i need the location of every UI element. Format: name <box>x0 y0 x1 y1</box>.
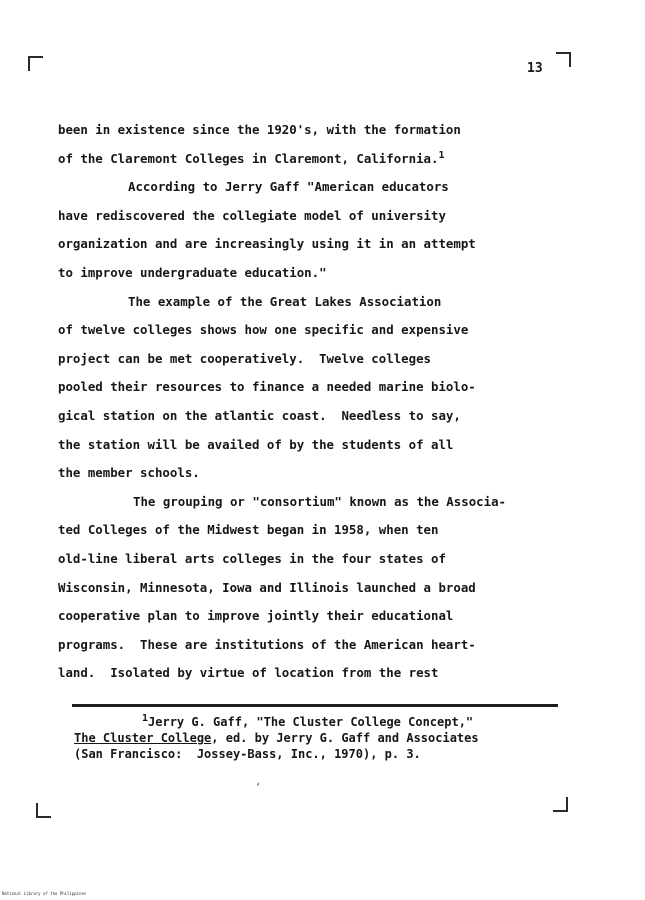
footnote-marker: 1 <box>142 713 149 724</box>
crop-mark-top-left <box>28 56 43 71</box>
stray-scan-mark: ʻ <box>255 782 262 793</box>
body-line-8: of twelve colleges shows how one specific and expensive <box>58 322 469 338</box>
body-line-18: cooperative plan to improve jointly their educational <box>58 608 454 624</box>
body-line-4: have rediscovered the collegiate model of university <box>58 207 446 223</box>
body-line-17: Wisconsin, Minnesota, Iowa and Illinois launched a broad <box>58 579 476 595</box>
body-line-16: old-line liberal arts colleges in the four states of <box>58 550 446 566</box>
page-number: 13 <box>527 61 543 76</box>
crop-mark-bottom-left <box>36 803 51 818</box>
body-line-6: to improve undergraduate education." <box>58 264 327 280</box>
body-line-12: the station will be availed of by the students of all <box>58 436 454 452</box>
footnote-divider <box>72 704 558 707</box>
body-line-15: ted Colleges of the Midwest began in 1958, when ten <box>58 522 439 538</box>
footnote-book-title: The Cluster College <box>74 731 212 745</box>
body-line-14: The grouping or "consortium" known as the Associa- <box>133 493 506 509</box>
body-line-1: been in existence since the 1920's, with the formation <box>58 122 461 137</box>
body-line-2: of the Claremont Colleges in Claremont, California.$^1$ <box>58 149 445 166</box>
footnote-line-1: $^1$Jerry G. Gaff, "The Cluster College Concept," <box>142 713 474 729</box>
footnote-line-3: (San Francisco: Jossey-Bass, Inc., 1970), p. 3. <box>74 747 421 761</box>
body-line-5: organization and are increasingly using it in an attempt <box>58 236 476 252</box>
footnote <box>74 714 554 762</box>
body-line-19: programs. These are institutions of the American heart- <box>58 636 476 652</box>
library-stamp: National Library of the Philippines <box>2 891 87 896</box>
body-line-20: land. Isolated by virtue of location from the rest <box>58 665 439 681</box>
footnote-reference: 1 <box>438 149 445 161</box>
body-line-9: project can be met cooperatively. Twelve colleges <box>58 350 431 366</box>
crop-mark-bottom-right <box>553 797 568 812</box>
body-line-10: pooled their resources to finance a needed marine biolo- <box>58 379 476 395</box>
crop-mark-top-right <box>556 52 571 67</box>
body-line-13: the member schools. <box>58 465 200 481</box>
body-text <box>58 116 558 688</box>
body-line-7: The example of the Great Lakes Association <box>128 293 442 309</box>
body-line-3: According to Jerry Gaff "American educators <box>128 179 449 195</box>
body-line-11: gical station on the atlantic coast. Needless to say, <box>58 407 461 423</box>
footnote-line-2: The Cluster College, ed. by Jerry G. Gaff and Associates <box>74 731 479 745</box>
